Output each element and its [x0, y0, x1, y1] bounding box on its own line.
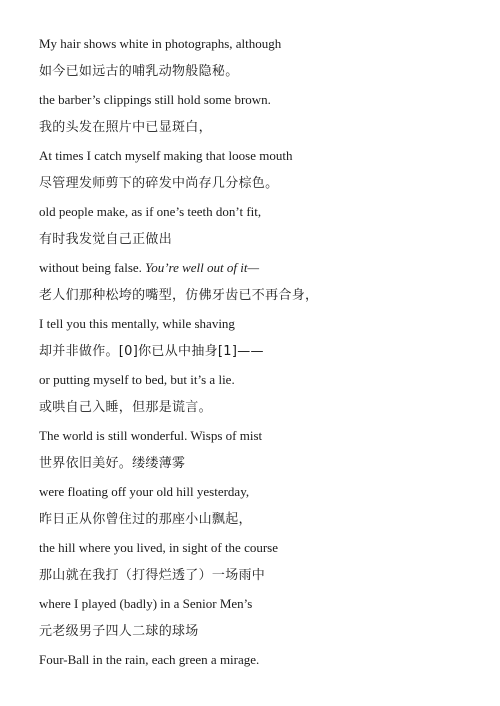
text-line: Four-Ball in the rain, each green a mirage. — [39, 652, 260, 667]
text-line: 世界依旧美好。缕缕薄雾 — [39, 456, 186, 471]
text-line: were floating off your old hill yesterday, — [39, 484, 250, 499]
text-line: 昨日正从你曾住过的那座小山飘起， — [39, 512, 252, 527]
text-line: My hair shows white in photographs, although — [39, 36, 282, 51]
text-line: 我的头发在照片中已显斑白， — [39, 120, 212, 135]
text-line: The world is still wonderful. Wisps of mist — [39, 428, 263, 443]
text-line: 那山就在我打（打得烂透了）一场雨中 — [39, 568, 266, 583]
text-line: or putting myself to bed, but it’s a lie. — [39, 372, 235, 387]
text-line: the barber’s clippings still hold some brown. — [39, 92, 271, 107]
text-line: At times I catch myself making that loose mouth — [39, 148, 293, 163]
text-italic: You’re well out of it— — [145, 260, 260, 275]
text-line — [39, 261, 479, 274]
text-line: 尽管理发师剪下的碎发中尚存几分棕色。 — [39, 176, 279, 191]
text-roman: without being false. — [39, 260, 146, 275]
text-line: 元老级男子四人二球的球场 — [39, 624, 199, 639]
text-line: where I played (badly) in a Senior Men’s — [39, 596, 253, 611]
text-line: 如今已如远古的哺乳动物般隐秘。 — [39, 64, 239, 79]
text-line: old people make, as if one’s teeth don’t fit, — [39, 204, 262, 219]
text-line: 却并非做作。[0]你已从中抽身[1]—— — [39, 344, 264, 359]
text-line: I tell you this mentally, while shaving — [39, 316, 235, 331]
text-line: 或哄自己入睡，但那是谎言。 — [39, 400, 212, 415]
text-line: 老人们那种松垮的嘴型，仿佛牙齿已不再合身， — [39, 288, 319, 303]
text-line: the hill where you lived, in sight of the course — [39, 540, 279, 555]
text-line: 有时我发觉自己正做出 — [39, 232, 173, 247]
